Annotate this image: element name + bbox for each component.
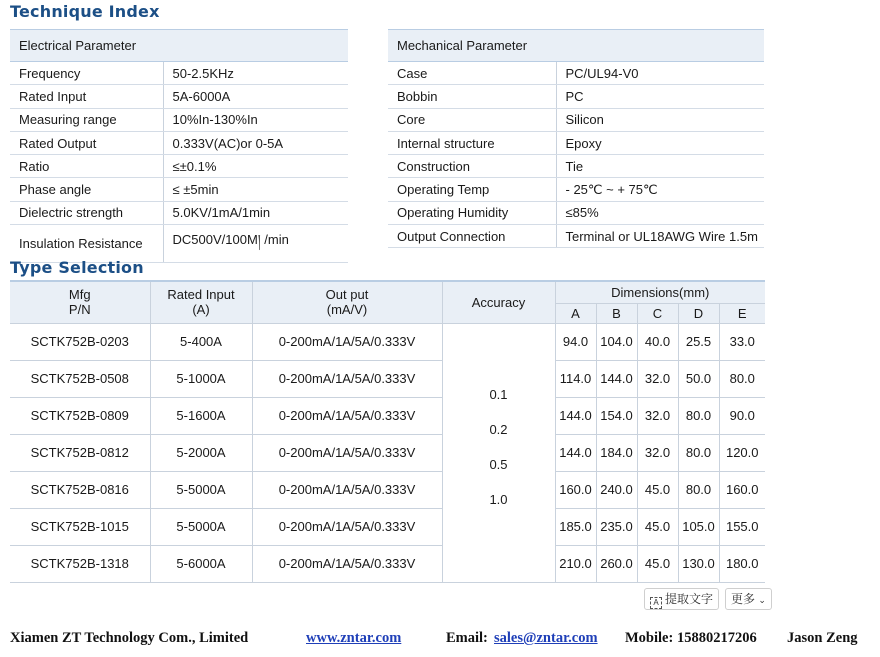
- output-header: [252, 281, 442, 323]
- electrical-row: [10, 108, 348, 131]
- chevron-down-icon: ⌄: [758, 595, 766, 605]
- dimensions-header: Dimensions(mm): [555, 281, 765, 303]
- email-link[interactable]: sales@zntar.com: [494, 630, 598, 646]
- contact-name: Jason Zeng: [787, 630, 858, 646]
- electrical-param-value: DC500V/100M། /min: [163, 225, 348, 263]
- electrical-param-value: 5.0KV/1mA/1min: [163, 201, 348, 224]
- dimension-value: 104.0: [596, 323, 637, 360]
- accuracy-value: 1.0: [489, 491, 508, 507]
- dimension-value: 45.0: [637, 471, 678, 508]
- mechanical-row: [388, 178, 764, 201]
- table-row: [10, 434, 765, 471]
- dimension-value: 154.0: [596, 397, 637, 434]
- part-number: SCTK752B-0816: [10, 471, 150, 508]
- mechanical-row: [388, 62, 764, 85]
- accuracy-header: Accuracy: [442, 281, 555, 323]
- dimension-value: 45.0: [637, 508, 678, 545]
- electrical-param-name: Rated Input: [10, 85, 163, 108]
- output-range: 0-200mA/1A/5A/0.333V: [252, 434, 442, 471]
- extract-text-label: 提取文字: [665, 592, 714, 606]
- mechanical-header: Mechanical Parameter: [388, 30, 764, 62]
- footer: [0, 630, 880, 650]
- rated-input: 5-5000A: [150, 471, 252, 508]
- electrical-header: Electrical Parameter: [10, 30, 348, 62]
- part-number: SCTK752B-0812: [10, 434, 150, 471]
- mechanical-row: [388, 85, 764, 108]
- electrical-row: [10, 225, 348, 263]
- dimension-value: 25.5: [678, 323, 719, 360]
- table-row: [10, 360, 765, 397]
- dimension-value: 160.0: [555, 471, 596, 508]
- electrical-param-name: Frequency: [10, 62, 163, 85]
- electrical-param-value: ≤±0.1%: [163, 155, 348, 178]
- mechanical-row: [388, 225, 764, 248]
- dimension-value: 105.0: [678, 508, 719, 545]
- electrical-parameter-table: [10, 29, 348, 263]
- dimension-value: 130.0: [678, 545, 719, 582]
- accuracy-value: 0.1: [489, 386, 508, 402]
- electrical-row: [10, 85, 348, 108]
- table-row: [10, 508, 765, 545]
- electrical-param-value: 5A-6000A: [163, 85, 348, 108]
- dimension-d-header: D: [678, 303, 719, 323]
- mfg-pn-header: [10, 281, 150, 323]
- accuracy-values: [442, 323, 555, 582]
- mechanical-param-value: - 25℃ ~ + 75℃: [556, 178, 764, 201]
- mechanical-param-value: Silicon: [556, 108, 764, 131]
- electrical-row: [10, 201, 348, 224]
- accuracy-value: 0.2: [489, 421, 508, 437]
- electrical-param-value: ≤ ±5min: [163, 178, 348, 201]
- rated-input: 5-2000A: [150, 434, 252, 471]
- mechanical-param-name: Case: [388, 62, 556, 85]
- mfg-label: Mfg: [68, 287, 91, 303]
- company-name: Xiamen ZT Technology Com., Limited: [10, 630, 249, 646]
- accuracy-value: 0.5: [489, 456, 508, 472]
- dimension-value: 50.0: [678, 360, 719, 397]
- dimension-value: 240.0: [596, 471, 637, 508]
- output-range: 0-200mA/1A/5A/0.333V: [252, 323, 442, 360]
- rated-input: 5-5000A: [150, 508, 252, 545]
- mechanical-param-value: ≤85%: [556, 201, 764, 224]
- output-unit: (mA/V): [326, 302, 368, 318]
- dimension-b-header: B: [596, 303, 637, 323]
- electrical-row: [10, 62, 348, 85]
- mechanical-parameter-table: [388, 29, 764, 248]
- dimension-value: 144.0: [555, 397, 596, 434]
- dimension-value: 120.0: [719, 434, 765, 471]
- electrical-row: [10, 131, 348, 154]
- dimension-value: 80.0: [719, 360, 765, 397]
- dimension-value: 235.0: [596, 508, 637, 545]
- pn-label: P/N: [68, 302, 91, 318]
- rated-input-header: [150, 281, 252, 323]
- dimension-value: 32.0: [637, 397, 678, 434]
- dimension-value: 94.0: [555, 323, 596, 360]
- mobile-number: Mobile: 15880217206: [625, 630, 757, 646]
- dimension-value: 144.0: [555, 434, 596, 471]
- dimension-value: 185.0: [555, 508, 596, 545]
- dimension-value: 180.0: [719, 545, 765, 582]
- mechanical-param-value: PC: [556, 85, 764, 108]
- dimension-value: 45.0: [637, 545, 678, 582]
- rated-input: 5-1600A: [150, 397, 252, 434]
- part-number: SCTK752B-0508: [10, 360, 150, 397]
- rated-input-unit: (A): [192, 302, 210, 318]
- mechanical-param-name: Operating Humidity: [388, 201, 556, 224]
- electrical-param-name: Rated Output: [10, 131, 163, 154]
- mechanical-param-value: PC/UL94-V0: [556, 62, 764, 85]
- dimension-value: 210.0: [555, 545, 596, 582]
- dimension-value: 80.0: [678, 397, 719, 434]
- dimension-a-header: A: [555, 303, 596, 323]
- rated-input-label: Rated Input: [167, 287, 235, 303]
- mechanical-param-value: Terminal or UL18AWG Wire 1.5m: [556, 225, 764, 248]
- mechanical-row: [388, 131, 764, 154]
- type-selection-table: [10, 280, 765, 583]
- rated-input: 5-400A: [150, 323, 252, 360]
- part-number: SCTK752B-0203: [10, 323, 150, 360]
- dimension-value: 155.0: [719, 508, 765, 545]
- table-row: [10, 471, 765, 508]
- email-label: Email:: [446, 630, 488, 646]
- mechanical-row: [388, 155, 764, 178]
- output-range: 0-200mA/1A/5A/0.333V: [252, 545, 442, 582]
- mechanical-param-name: Construction: [388, 155, 556, 178]
- more-label: 更多: [731, 592, 756, 606]
- dimension-value: 80.0: [678, 434, 719, 471]
- electrical-param-name: Phase angle: [10, 178, 163, 201]
- dimension-value: 32.0: [637, 434, 678, 471]
- accuracy-list: [443, 377, 555, 517]
- part-number: SCTK752B-1015: [10, 508, 150, 545]
- more-button[interactable]: [725, 588, 772, 610]
- mechanical-param-name: Operating Temp: [388, 178, 556, 201]
- electrical-row: [10, 155, 348, 178]
- mechanical-param-value: Tie: [556, 155, 764, 178]
- electrical-row: [10, 178, 348, 201]
- table-row: [10, 545, 765, 582]
- part-number: SCTK752B-0809: [10, 397, 150, 434]
- electrical-param-value: 0.333V(AC)or 0-5A: [163, 131, 348, 154]
- dimension-value: 260.0: [596, 545, 637, 582]
- mechanical-param-name: Internal structure: [388, 131, 556, 154]
- mechanical-row: [388, 201, 764, 224]
- dimension-value: 80.0: [678, 471, 719, 508]
- dimension-value: 144.0: [596, 360, 637, 397]
- dimension-value: 90.0: [719, 397, 765, 434]
- dimension-value: 40.0: [637, 323, 678, 360]
- electrical-param-name: Ratio: [10, 155, 163, 178]
- website-link[interactable]: www.zntar.com: [306, 630, 402, 646]
- output-range: 0-200mA/1A/5A/0.333V: [252, 397, 442, 434]
- mechanical-row: [388, 108, 764, 131]
- rated-input: 5-6000A: [150, 545, 252, 582]
- table-row: [10, 397, 765, 434]
- output-label: Out put: [325, 287, 369, 303]
- electrical-param-value: 10%In-130%In: [163, 108, 348, 131]
- mechanical-param-name: Output Connection: [388, 225, 556, 248]
- dimension-e-header: E: [719, 303, 765, 323]
- dimension-value: 33.0: [719, 323, 765, 360]
- output-range: 0-200mA/1A/5A/0.333V: [252, 508, 442, 545]
- mechanical-param-name: Core: [388, 108, 556, 131]
- electrical-param-value: 50-2.5KHz: [163, 62, 348, 85]
- text-extract-icon: A: [650, 597, 662, 609]
- dimension-value: 184.0: [596, 434, 637, 471]
- output-range: 0-200mA/1A/5A/0.333V: [252, 471, 442, 508]
- output-range: 0-200mA/1A/5A/0.333V: [252, 360, 442, 397]
- electrical-param-name: Insulation Resistance: [10, 225, 163, 263]
- part-number: SCTK752B-1318: [10, 545, 150, 582]
- table-row: [10, 323, 765, 360]
- technique-index-title: Technique Index: [10, 2, 160, 21]
- type-selection-title: Type Selection: [10, 258, 144, 277]
- extract-text-button[interactable]: [644, 588, 719, 610]
- dimension-value: 32.0: [637, 360, 678, 397]
- dimension-c-header: C: [637, 303, 678, 323]
- mechanical-param-name: Bobbin: [388, 85, 556, 108]
- rated-input: 5-1000A: [150, 360, 252, 397]
- dimension-value: 160.0: [719, 471, 765, 508]
- electrical-param-name: Dielectric strength: [10, 201, 163, 224]
- electrical-param-name: Measuring range: [10, 108, 163, 131]
- mechanical-param-value: Epoxy: [556, 131, 764, 154]
- dimension-value: 114.0: [555, 360, 596, 397]
